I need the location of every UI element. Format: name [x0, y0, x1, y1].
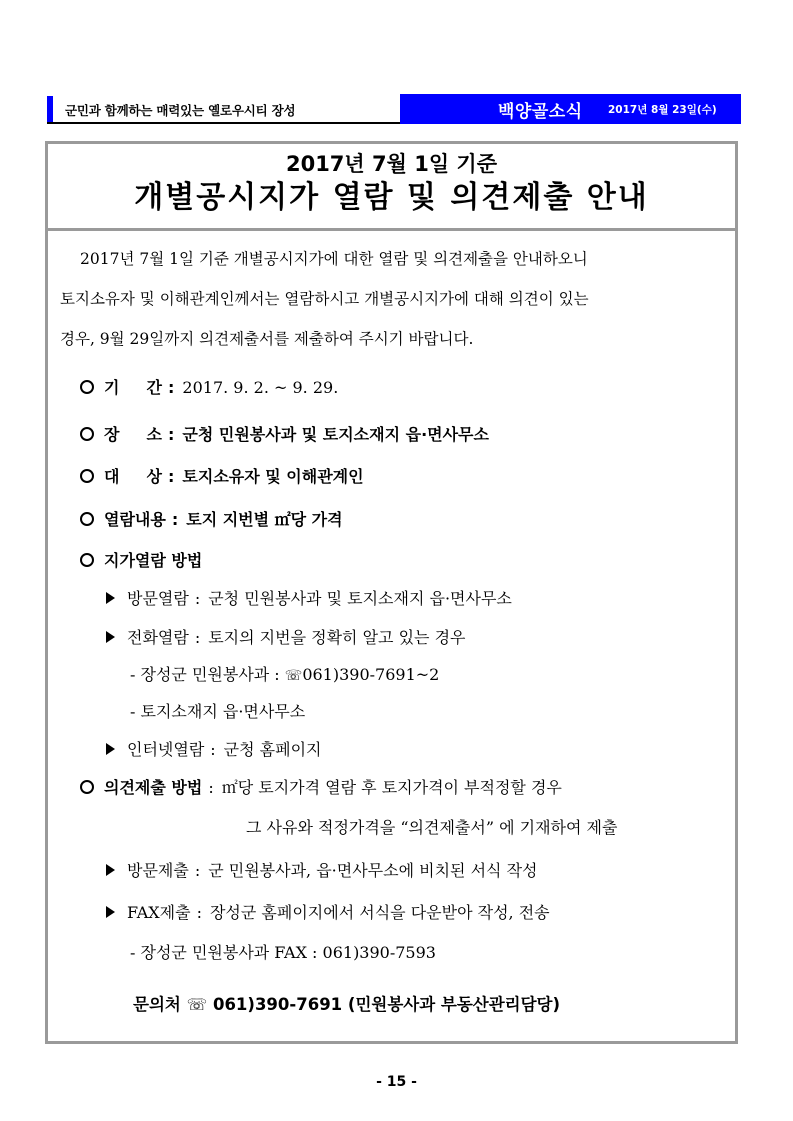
- contact-label: 문의처: [133, 995, 181, 1014]
- sub-label: 인터넷열람: [127, 740, 205, 759]
- item-label: 대: [104, 467, 120, 486]
- telephone-icon: ☏: [284, 668, 303, 684]
- publication-name: 백양골소식: [498, 102, 583, 122]
- sub-label: 방문열람: [127, 589, 189, 608]
- header-publication-box: [400, 94, 741, 124]
- triangle-bullet-icon: [106, 864, 115, 876]
- intro-line: 2017년 7월 1일 기준 개별공시지가에 대한 열람 및 의견제출을 안내하오니: [80, 250, 588, 268]
- submit-description: ㎡당 토지가격 열람 후 토지가격이 부적정할 경우: [221, 778, 562, 797]
- phone-sub-line: - 토지소재지 읍·면사무소: [130, 702, 306, 721]
- notice-title: 개별공시지가 열람 및 의견제출 안내: [134, 180, 649, 215]
- item-value: 2017. 9. 2. ~ 9. 29.: [182, 378, 339, 397]
- contact-value: 061)390-7691 (민원봉사과 부동산관리담당): [212, 995, 561, 1014]
- intro-line: 토지소유자 및 이해관계인께서는 열람하시고 개별공시지가에 대해 의견이 있는: [60, 290, 589, 308]
- item-content: 열람내용 : 토지 지번별 ㎡당 가격: [80, 507, 343, 530]
- method-title: 지가열람 방법: [104, 551, 203, 570]
- sub-label: 전화열람: [127, 628, 189, 647]
- header-slogan: 군민과 함께하는 매력있는 옐로우시티 장성: [65, 103, 296, 118]
- item-value: 군청 민원봉사과 및 토지소재지 읍·면사무소: [182, 425, 489, 444]
- item-label: 상: [146, 467, 162, 486]
- sub-value: 군청 민원봉사과 및 토지소재지 읍·면사무소: [208, 589, 512, 608]
- circle-bullet-icon: [80, 512, 94, 526]
- circle-bullet-icon: [80, 780, 94, 794]
- sub-label: FAX제출: [127, 903, 191, 922]
- item-value: 토지소유자 및 이해관계인: [182, 467, 364, 486]
- sub-value: 군청 홈페이지: [223, 740, 322, 759]
- triangle-bullet-icon: [106, 906, 115, 918]
- contact-line: [133, 991, 560, 1015]
- newsletter-header: [47, 94, 741, 124]
- item-value: 토지 지번별 ㎡당 가격: [186, 510, 343, 529]
- method-internet: 인터넷열람 : 군청 홈페이지: [106, 737, 322, 760]
- submit-description-cont: 그 사유와 적정가격을 “의견제출서” 에 기재하여 제출: [246, 818, 618, 837]
- sub-label: 방문제출: [127, 861, 189, 880]
- triangle-bullet-icon: [106, 743, 115, 755]
- circle-bullet-icon: [80, 427, 94, 441]
- circle-bullet-icon: [80, 469, 94, 483]
- triangle-bullet-icon: [106, 592, 115, 604]
- item-target: 대 상 : 토지소유자 및 이해관계인: [80, 464, 364, 487]
- intro-paragraph: [60, 239, 732, 359]
- intro-line: 경우, 9월 29일까지 의견제출서를 제출하여 주시기 바랍니다.: [60, 330, 474, 348]
- circle-bullet-icon: [80, 553, 94, 567]
- page-number: - 15 -: [376, 1074, 417, 1090]
- item-label: 소: [146, 425, 162, 444]
- phone-sub-prefix: - 장성군 민원봉사과 :: [130, 665, 280, 684]
- item-label: 장: [104, 425, 120, 444]
- submit-fax: FAX제출 : 장성군 홈페이지에서 서식을 다운받아 작성, 전송: [106, 900, 550, 923]
- sub-value: 토지의 지번을 정확히 알고 있는 경우: [208, 628, 466, 647]
- item-submit: 의견제출 방법 : ㎡당 토지가격 열람 후 토지가격이 부적정할 경우: [80, 775, 562, 798]
- circle-bullet-icon: [80, 380, 94, 394]
- method-phone: 전화열람 : 토지의 지번을 정확히 알고 있는 경우: [106, 625, 466, 648]
- item-period: 기 간 : 2017. 9. 2. ~ 9. 29.: [80, 375, 338, 398]
- phone-number: 061)390-7691~2: [302, 665, 440, 684]
- triangle-bullet-icon: [106, 631, 115, 643]
- method-visit: 방문열람 : 군청 민원봉사과 및 토지소재지 읍·면사무소: [106, 586, 512, 609]
- phone-sub-line: [130, 662, 439, 685]
- notice-title-date: 2017년 7월 1일 기준: [285, 152, 498, 176]
- sub-value: 군 민원봉사과, 읍·면사무소에 비치된 서식 작성: [208, 861, 538, 880]
- telephone-icon: ☏: [186, 995, 208, 1014]
- item-label: 기: [104, 378, 120, 397]
- item-label: 열람내용: [104, 510, 166, 529]
- submit-visit: 방문제출 : 군 민원봉사과, 읍·면사무소에 비치된 서식 작성: [106, 858, 538, 881]
- item-method-title: [80, 548, 202, 571]
- item-place: 장 소 : 군청 민원봉사과 및 토지소재지 읍·면사무소: [80, 422, 489, 445]
- publication-date: 2017년 8월 23일(수): [608, 104, 717, 116]
- submit-title: 의견제출 방법: [104, 778, 203, 797]
- fax-sub-line: - 장성군 민원봉사과 FAX : 061)390-7593: [130, 943, 436, 962]
- item-label: 간: [146, 378, 162, 397]
- header-accent-bar: [47, 96, 53, 122]
- title-separator: [45, 228, 738, 231]
- sub-value: 장성군 홈페이지에서 서식을 다운받아 작성, 전송: [209, 903, 550, 922]
